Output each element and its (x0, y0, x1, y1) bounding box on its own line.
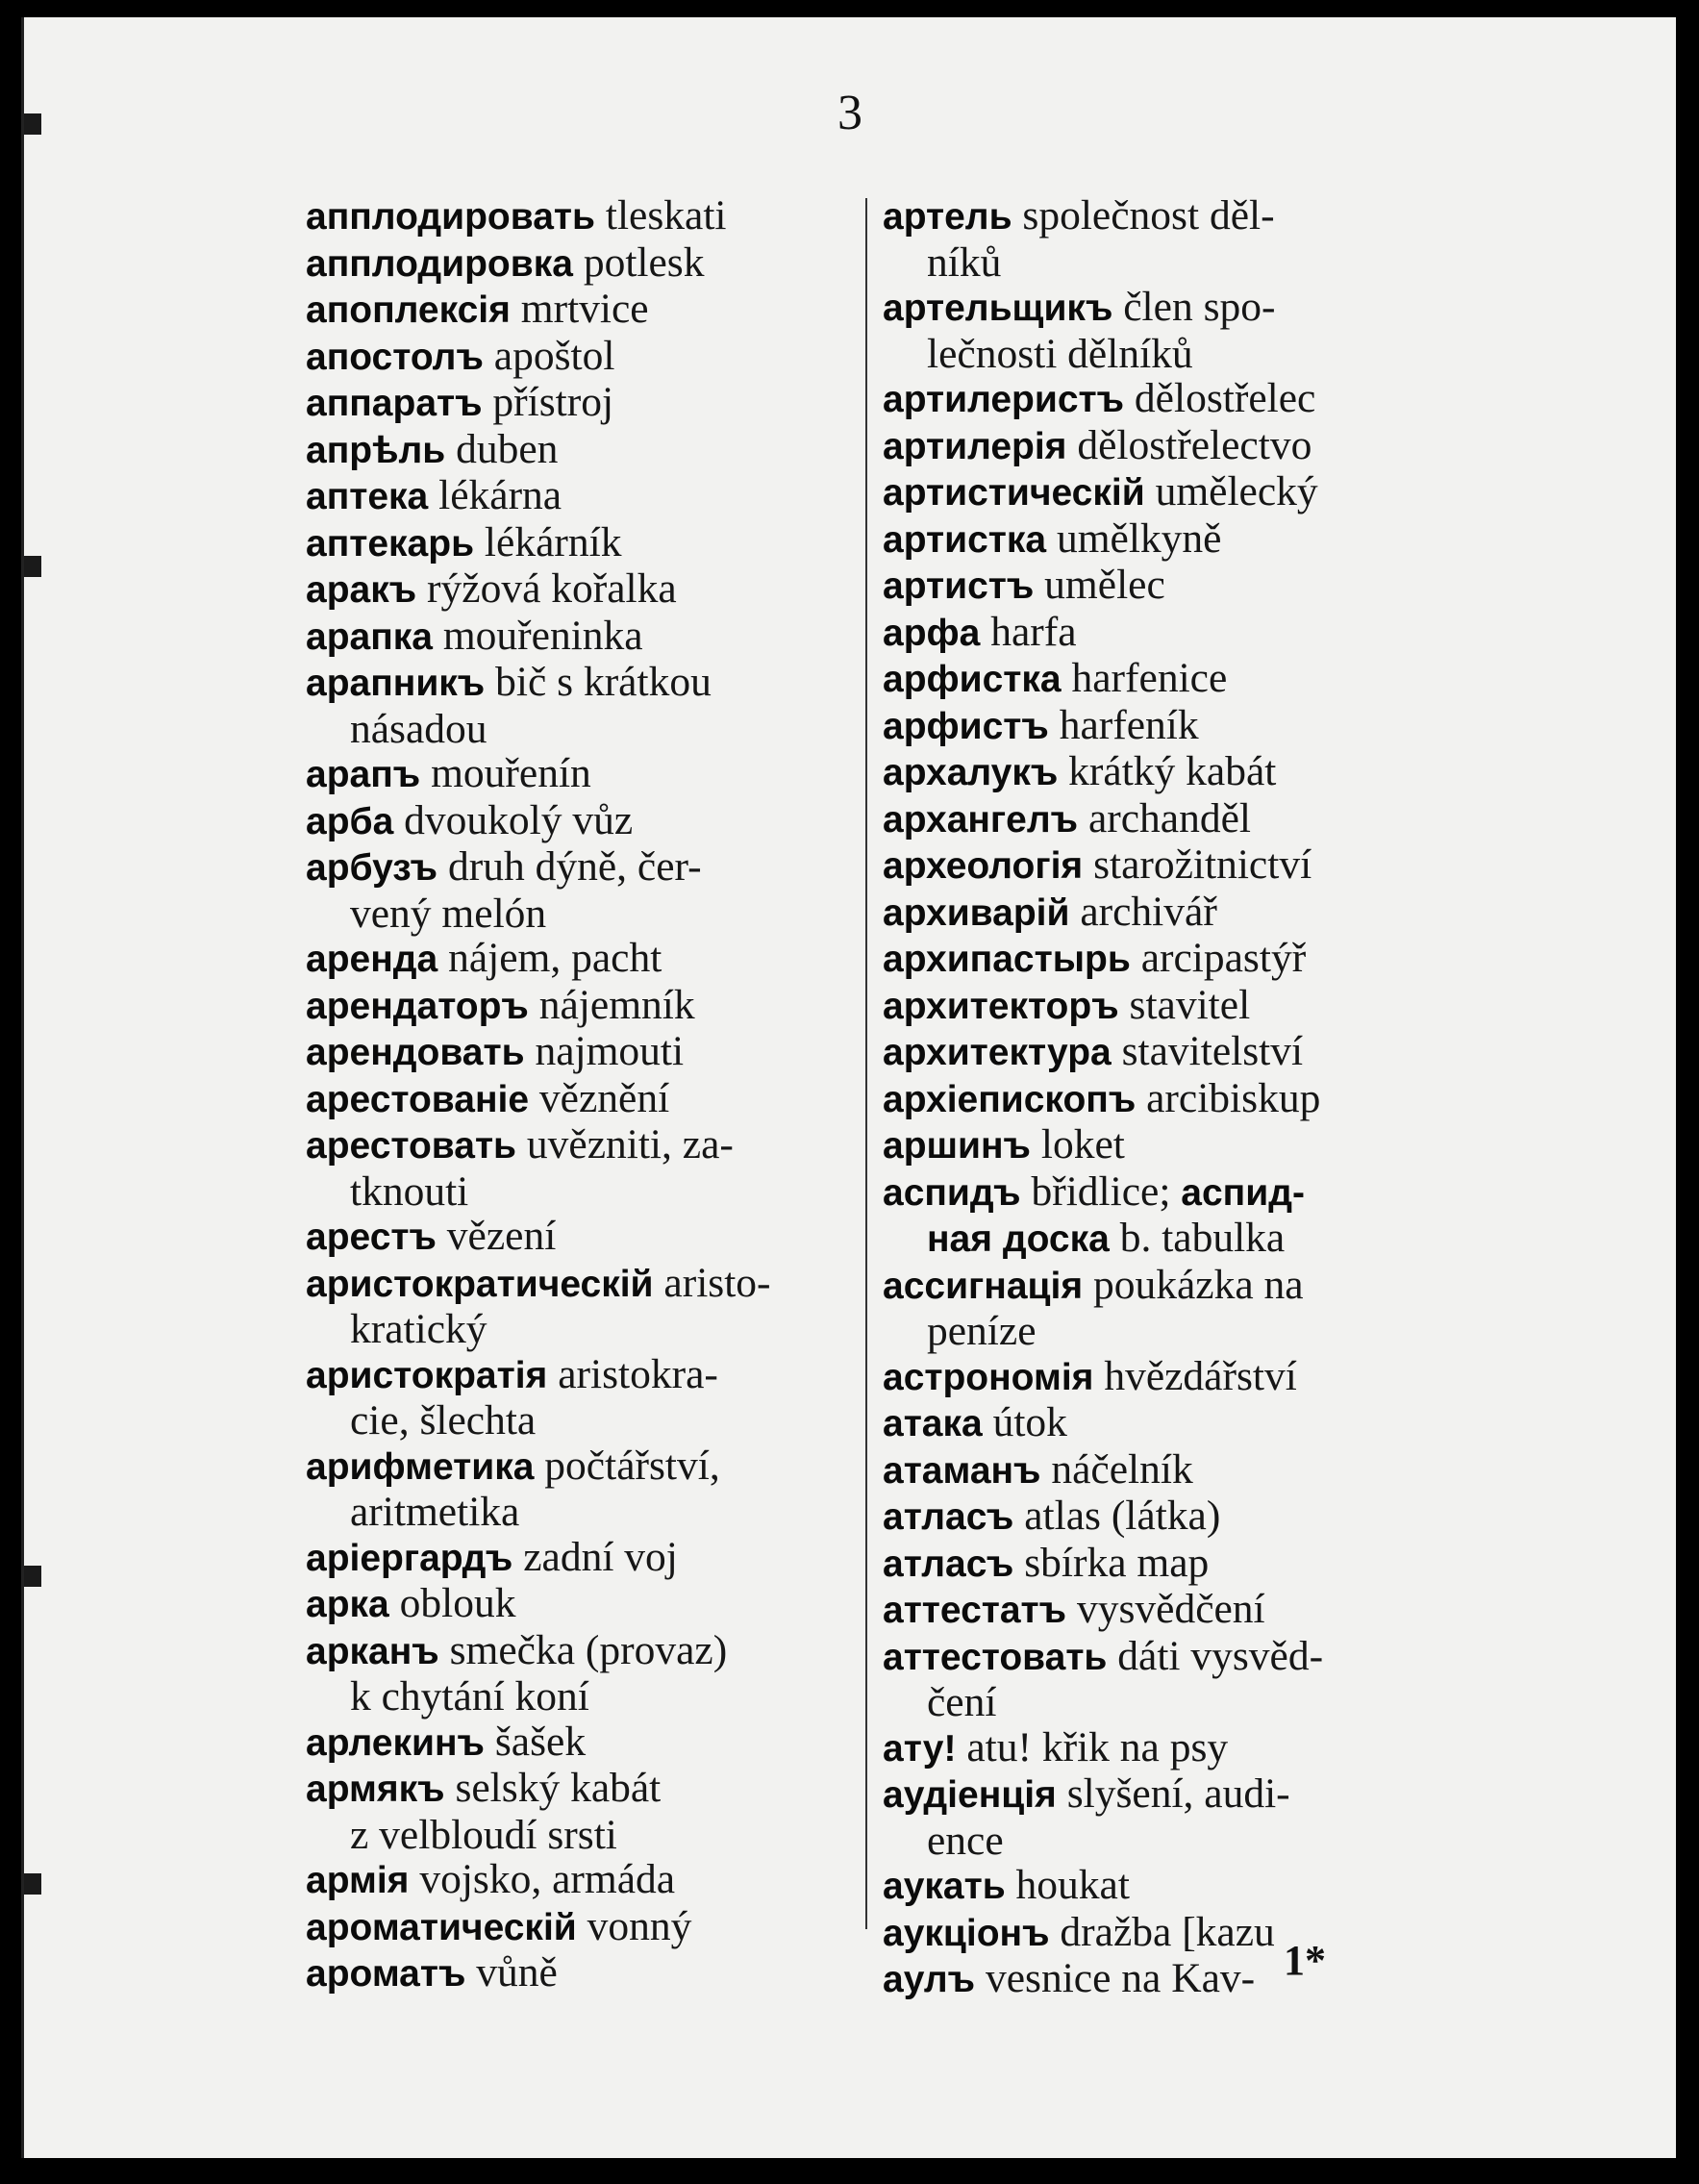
translation: člen spo- (1123, 284, 1276, 330)
dictionary-entry (306, 751, 863, 798)
dictionary-entry (883, 1634, 1443, 1725)
headword: аспидъ (883, 1171, 1021, 1214)
headword: артистъ (883, 565, 1035, 607)
entry-first-line (883, 375, 1315, 421)
translation: harfeník (1059, 701, 1199, 748)
entry-first-line (883, 284, 1276, 330)
translation: starožitnictví (1093, 841, 1312, 888)
dictionary-entry (883, 1725, 1443, 1772)
dictionary-entry (883, 1447, 1443, 1494)
translation: loket (1040, 1121, 1125, 1167)
translation: vesnice na Kav- (985, 1955, 1256, 2001)
continuation-text: ence (927, 1817, 1004, 1864)
left-column (306, 193, 863, 1997)
dictionary-entry (306, 427, 863, 474)
headword: аттестовать (883, 1636, 1108, 1678)
translation: věznění (538, 1074, 670, 1121)
headword: арапъ (306, 754, 421, 795)
continuation-text: tknouti (350, 1167, 469, 1215)
entry-first-line (883, 468, 1318, 515)
entry-first-line (306, 379, 613, 425)
translation: tleskati (605, 192, 727, 238)
translation: společnost děl- (1022, 192, 1275, 238)
headword: аристократія (306, 1354, 548, 1396)
entry-first-line (306, 659, 712, 705)
dictionary-entry (306, 798, 863, 845)
headword: артельщикъ (883, 288, 1113, 329)
translation: zadní voj (523, 1533, 678, 1580)
headword: архиварій (883, 891, 1070, 934)
headword: атаманъ (883, 1449, 1041, 1492)
entry-first-line (883, 1909, 1275, 1955)
entry-first-line (883, 1028, 1303, 1074)
headword: артилеристъ (883, 379, 1125, 420)
translation: apoštol (493, 332, 615, 379)
entry-first-line (306, 1627, 727, 1673)
headword: ная доска (927, 1218, 1110, 1260)
translation: dělostřelec (1134, 375, 1316, 421)
translation: oblouk (399, 1580, 516, 1626)
continuation-text: peníze (927, 1308, 1037, 1354)
headword: атласъ (883, 1496, 1014, 1538)
dictionary-entry (306, 1122, 863, 1214)
binding-mark (24, 556, 41, 577)
translation: druh dýně, čer- (447, 843, 702, 890)
headword: архіепископъ (883, 1078, 1137, 1120)
translation: mouřenín (431, 750, 591, 796)
entry-first-line (306, 1351, 718, 1397)
translation: mouřeninka (442, 612, 643, 659)
headword: арапникъ (306, 663, 486, 704)
headword: арбузъ (306, 847, 438, 889)
entry-first-line (306, 1580, 515, 1626)
translation: vězení (446, 1213, 557, 1259)
headword: ароматъ (306, 1953, 466, 1995)
translation: mrtvice (520, 286, 649, 332)
entry-first-line (306, 426, 558, 472)
dictionary-entry (883, 1029, 1443, 1076)
headword: артилерія (883, 425, 1067, 467)
translation: smečka (provaz) (449, 1626, 728, 1673)
dictionary-entry (883, 703, 1443, 750)
dictionary-entry (306, 1950, 863, 1997)
headword: ассигнація (883, 1265, 1084, 1307)
dictionary-entry (883, 469, 1443, 516)
entry-first-line (883, 748, 1276, 794)
dictionary-entry (883, 1263, 1443, 1354)
entry-first-line (306, 565, 677, 612)
dictionary-page (21, 17, 1676, 2158)
entry-first-line (883, 609, 1077, 655)
column-divider (865, 198, 867, 1929)
headword: аптека (306, 476, 429, 517)
dictionary-entry (306, 1076, 863, 1123)
dictionary-entry (883, 842, 1443, 890)
dictionary-entry (883, 1956, 1443, 2003)
entry-first-line (883, 1075, 1320, 1121)
headword: арфа (883, 612, 981, 654)
headword: аракъ (306, 569, 417, 611)
entry-first-line (883, 1493, 1220, 1539)
translation: poukázka na (1092, 1261, 1304, 1308)
continuation-text: k chytání koní (350, 1673, 589, 1720)
entry-first-line (306, 472, 562, 518)
translation: vůně (476, 1949, 558, 1996)
dictionary-entry (306, 844, 863, 936)
headword: арестъ (306, 1217, 437, 1258)
dictionary-entry (883, 516, 1443, 564)
entry-first-line (306, 1075, 669, 1121)
headword: аптекарь (306, 522, 475, 565)
translation: arcibiskup (1146, 1074, 1321, 1121)
continuation-text: lečnosti dělníků (927, 330, 1193, 377)
entry-continuation (306, 1307, 863, 1352)
dictionary-entry (883, 563, 1443, 610)
headword: атака (883, 1403, 983, 1444)
headword: арлекинъ (306, 1721, 485, 1764)
headword: архипастырь (883, 939, 1131, 980)
page-number: 3 (837, 86, 862, 140)
dictionary-entry (883, 1587, 1443, 1634)
translation: lékárna (438, 472, 562, 518)
headword: арка (306, 1584, 389, 1625)
headword: арестовать (306, 1125, 517, 1167)
dictionary-entry (883, 749, 1443, 796)
continuation-text: b. tabulka (1119, 1215, 1286, 1261)
translation: potlesk (583, 238, 705, 286)
entry-first-line (883, 1262, 1304, 1308)
translation: atu! křik na psy (966, 1723, 1229, 1770)
entry-first-line (883, 889, 1217, 935)
entry-first-line (883, 562, 1165, 608)
entry-first-line (306, 982, 695, 1028)
dictionary-entry (306, 983, 863, 1030)
headword: апрѣль (306, 429, 446, 471)
entry-first-line (883, 1633, 1323, 1679)
dictionary-entry (306, 1535, 863, 1582)
entry-first-line (883, 1168, 1305, 1215)
dictionary-entry (883, 193, 1443, 285)
right-column (883, 193, 1443, 2003)
headword: армія (306, 1860, 410, 1901)
entry-first-line (883, 1586, 1265, 1632)
dictionary-entry (883, 1076, 1443, 1123)
entry-first-line (306, 519, 621, 565)
entry-first-line (883, 422, 1312, 468)
entry-first-line (883, 1724, 1228, 1770)
translation: umělec (1044, 562, 1165, 608)
dictionary-entry (306, 1443, 863, 1535)
dictionary-entry (883, 1494, 1443, 1541)
entry-first-line (883, 1121, 1125, 1167)
dictionary-entry (883, 1910, 1443, 1957)
entry-first-line (306, 750, 591, 796)
entry-first-line (883, 702, 1199, 748)
entry-first-line (306, 935, 662, 981)
entry-first-line (306, 613, 643, 659)
dictionary-entry (306, 520, 863, 567)
entry-first-line (306, 1765, 661, 1811)
entry-first-line (306, 797, 633, 843)
binding-mark (24, 1873, 41, 1895)
headword: аттестатъ (883, 1590, 1067, 1631)
translation: dělostřelectvo (1077, 421, 1312, 468)
dictionary-entry (883, 1541, 1443, 1588)
entry-continuation (306, 707, 863, 752)
translation: útok (992, 1399, 1067, 1445)
translation: archanděl (1087, 794, 1252, 841)
entry-first-line (306, 1443, 720, 1489)
dictionary-entry (883, 656, 1443, 703)
continuation-text: vený melón (350, 890, 547, 937)
dictionary-entry (306, 566, 863, 614)
headword: арфистка (883, 659, 1062, 700)
headword: аренда (306, 939, 438, 980)
dictionary-entry (306, 1857, 863, 1904)
dictionary-entry (883, 376, 1443, 423)
headword: аулъ (883, 1959, 976, 2000)
entry-first-line (883, 982, 1250, 1028)
dictionary-entry (883, 423, 1443, 470)
translation: umělecký (1155, 468, 1318, 515)
headword: атласъ (883, 1543, 1014, 1585)
headword: аудіенція (883, 1774, 1057, 1816)
headword: апоплексія (306, 289, 511, 331)
entry-continuation (883, 1819, 1443, 1864)
dictionary-entry (306, 660, 863, 751)
translation: přístroj (492, 379, 614, 425)
dictionary-entry (883, 1169, 1443, 1263)
translation: arcipastýř (1140, 935, 1307, 981)
entry-first-line (306, 1856, 675, 1902)
entry-continuation (306, 1490, 863, 1535)
dictionary-entry (306, 1766, 863, 1857)
dictionary-entry (883, 1771, 1443, 1863)
headword: арендовать (306, 1032, 525, 1073)
entry-continuation (306, 1813, 863, 1858)
translation: šašek (494, 1718, 587, 1765)
translation: houkat (1015, 1862, 1130, 1908)
dictionary-entry (883, 936, 1443, 983)
translation: sbírka map (1024, 1539, 1210, 1586)
translation: krátký kabát (1068, 748, 1277, 794)
translation: náčelník (1051, 1445, 1193, 1493)
entry-first-line (883, 1446, 1193, 1493)
headword: арканъ (306, 1630, 439, 1672)
dictionary-entry (883, 796, 1443, 843)
entry-first-line (306, 1121, 734, 1167)
translation: vysvědčení (1076, 1586, 1265, 1632)
entry-continuation (883, 1216, 1443, 1263)
dictionary-entry (306, 1581, 863, 1628)
entry-first-line (883, 1770, 1290, 1817)
headword: архитекторъ (883, 985, 1119, 1027)
entry-first-line (306, 1719, 586, 1765)
headword: археологія (883, 845, 1084, 887)
continuation-text: níků (927, 238, 1002, 286)
binding-mark (24, 1566, 41, 1587)
entry-first-line (883, 192, 1275, 238)
dictionary-entry (883, 610, 1443, 657)
headword: арфистъ (883, 705, 1049, 747)
translation: atlas (látka) (1024, 1493, 1221, 1539)
entry-first-line (883, 935, 1306, 981)
headword: апплодировать (306, 196, 595, 238)
dictionary-entry (306, 287, 863, 334)
entry-continuation (306, 1398, 863, 1443)
headword: аріергардъ (306, 1537, 513, 1579)
continuation-text: čení (927, 1679, 997, 1725)
entry-first-line (306, 843, 702, 890)
dictionary-entry (883, 983, 1443, 1030)
headword: аршинъ (883, 1125, 1031, 1167)
translation: nájem, pacht (448, 935, 662, 981)
entry-first-line (306, 286, 649, 332)
dictionary-entry (883, 285, 1443, 376)
dictionary-entry (306, 1720, 863, 1767)
translation: slyšení, audi- (1066, 1770, 1290, 1817)
translation: stavitelství (1121, 1028, 1304, 1074)
dictionary-entry (306, 1261, 863, 1352)
dictionary-entry (883, 1400, 1443, 1447)
headword: аукать (883, 1866, 1006, 1907)
entry-first-line (306, 1213, 556, 1259)
entry-first-line (883, 655, 1227, 701)
dictionary-entry (306, 1029, 863, 1076)
entry-first-line (306, 192, 727, 238)
entry-first-line (883, 515, 1222, 562)
dictionary-entry (306, 1904, 863, 1951)
translation: selský kabát (455, 1765, 662, 1811)
headword: арестованіе (306, 1078, 530, 1120)
translation: lékárník (484, 518, 622, 565)
headword: апплодировка (306, 242, 573, 285)
translation: stavitel (1129, 981, 1251, 1028)
continuation-text: násadou (350, 705, 487, 752)
entry-continuation (306, 1169, 863, 1215)
continuation-text: cie, šlechta (350, 1397, 537, 1443)
translation: dražba [kazu (1060, 1908, 1275, 1955)
translation: aristokra- (558, 1350, 718, 1397)
dictionary-entry (306, 1214, 863, 1261)
headword: архитектура (883, 1032, 1112, 1073)
dictionary-entry (306, 1352, 863, 1443)
translation: aristo- (663, 1259, 771, 1306)
headword: армякъ (306, 1769, 445, 1810)
headword: аппаратъ (306, 383, 483, 424)
signature-mark: 1* (1284, 1937, 1326, 1984)
translation: hvězdářství (1104, 1352, 1297, 1399)
headword: апостолъ (306, 336, 484, 378)
entry-first-line (306, 1949, 558, 1996)
dictionary-entry (306, 1628, 863, 1720)
translation: dvoukolý vůz (404, 796, 634, 843)
translation: harfenice (1071, 655, 1228, 701)
translation: rýžová kořalka (427, 565, 677, 612)
headword: ату! (883, 1727, 957, 1770)
entry-continuation (883, 1309, 1443, 1354)
entry-first-line (306, 1260, 771, 1306)
headword: артистическій (883, 472, 1145, 514)
entry-first-line (883, 841, 1312, 888)
entry-first-line (883, 1862, 1130, 1908)
continuation-text: kratický (350, 1306, 487, 1352)
headword: арендаторъ (306, 985, 529, 1027)
dictionary-entry (883, 1354, 1443, 1401)
headword: архангелъ (883, 798, 1079, 841)
headword: артель (883, 196, 1012, 238)
headword: арифметика (306, 1445, 535, 1488)
dictionary-entry (883, 890, 1443, 937)
dictionary-entry (306, 240, 863, 288)
dictionary-entry (306, 936, 863, 983)
headword: аукціонъ (883, 1912, 1050, 1954)
entry-first-line (306, 1903, 691, 1949)
headword: аристократическій (306, 1263, 654, 1305)
entry-first-line (306, 333, 614, 379)
continuation-text: z velbloudí srsti (350, 1811, 617, 1858)
entry-first-line (883, 1399, 1067, 1445)
entry-continuation (883, 1680, 1443, 1725)
entry-first-line (306, 1028, 684, 1074)
entry-continuation (883, 240, 1443, 286)
continuation-text: aritmetika (350, 1489, 520, 1535)
translation: umělkyně (1056, 515, 1222, 562)
translation: archivář (1080, 888, 1217, 935)
entry-continuation (306, 891, 863, 937)
translation: nájemník (538, 981, 695, 1028)
dictionary-entry (883, 1122, 1443, 1169)
entry-first-line (306, 239, 704, 286)
entry-first-line (883, 795, 1251, 841)
headword: ароматическій (306, 1906, 577, 1948)
dictionary-entry (883, 1863, 1443, 1910)
translation: břidlice; (1031, 1167, 1182, 1215)
translation: počtářství, (544, 1442, 720, 1489)
entry-first-line (883, 1540, 1209, 1586)
dictionary-entry (306, 334, 863, 381)
headword: арба (306, 800, 394, 842)
translation: vonný (587, 1902, 692, 1949)
dictionary-entry (306, 614, 863, 661)
entry-first-line (883, 1353, 1297, 1399)
entry-first-line (883, 1955, 1255, 2001)
headword: астрономія (883, 1356, 1094, 1398)
entry-continuation (306, 1674, 863, 1720)
translation: duben (456, 425, 559, 472)
dictionary-entry (306, 193, 863, 240)
headword: аспид- (1181, 1171, 1305, 1214)
translation: vojsko, armáda (419, 1856, 676, 1902)
translation: harfa (990, 608, 1077, 655)
translation: bič s krátkou (495, 659, 712, 705)
headword: арапка (306, 615, 433, 658)
translation: najmouti (535, 1028, 685, 1074)
dictionary-entry (306, 380, 863, 427)
entry-continuation (883, 332, 1443, 377)
headword: артистка (883, 518, 1047, 561)
dictionary-entry (306, 473, 863, 520)
entry-first-line (306, 1534, 678, 1580)
translation: dáti vysvěd- (1117, 1632, 1324, 1679)
headword: архалукъ (883, 752, 1059, 793)
translation: uvězniti, za- (526, 1121, 734, 1167)
